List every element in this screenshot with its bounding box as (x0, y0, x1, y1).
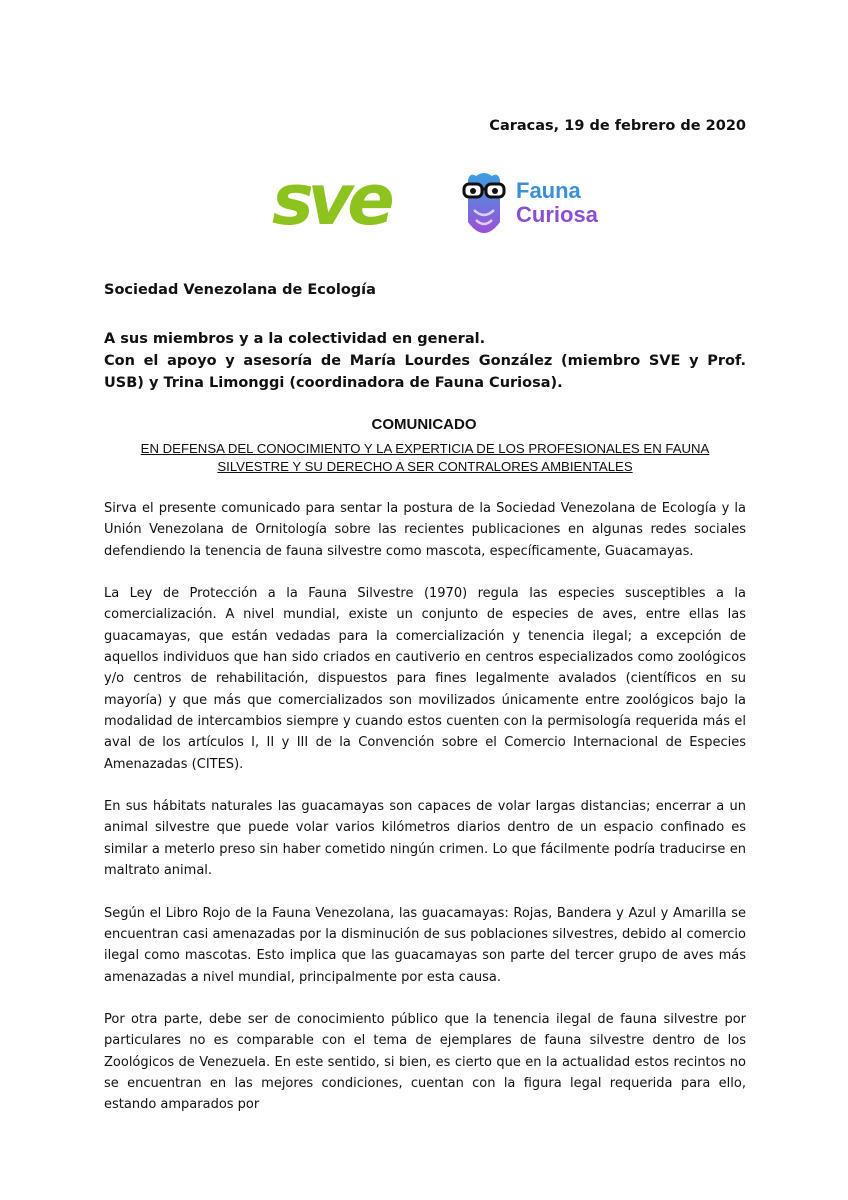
body-paragraph: Sirva el presente comunicado para sentar la postura de la Sociedad Venezolana de Ecología y la Unión Venezolana de Ornitología sobre las recientes publicaciones en algunas redes sociales defendiendo la tenencia de fauna silvestre como mascota, específicamente, Guacamayas. (104, 501, 746, 559)
svg-text:Curiosa: Curiosa (516, 202, 598, 227)
addressee-block (104, 328, 746, 394)
body-paragraph: Según el Libro Rojo de la Fauna Venezolana, las guacamayas: Rojas, Bandera y Azul y Amarilla se encuentran casi amenazadas por la disminución de sus poblaciones silvestres, debido al comercio ilegal como mascotas. Esto implica que las guacamayas son parte del tercer grupo de aves más amenazadas a nivel mundial, principalmente por esta causa. (104, 905, 746, 985)
support-line: Con el apoyo y asesoría de María Lourdes González (miembro SVE y Prof. USB) y Trina Limonggi (coordinadora de Fauna Curiosa). (104, 353, 746, 391)
body-paragraph: La Ley de Protección a la Fauna Silvestre (1970) regula las especies susceptibles a la comercialización. A nivel mundial, existe un conjunto de especies de aves, entre ellas las guacamayas, que están vedadas para la comercialización y tenencia ilegal; a excepción de aquellos individuos que han sido criados en cautiverio en centros especializados como zoológicos y/o centros de rehabilitación, dispuestos para fines legalmente avalados (científicos en su mayoría) y que más que comercializados son movilizados únicamente entre zoológicos bajo la modalidad de intercambios siempre y cuando estos cuenten con la permisología requerida más el aval de los artículos I, II y III de la Convención sobre el Comercio Internacional de Especies Amenazadas (CITES). (104, 586, 746, 772)
body-text (104, 498, 746, 1137)
addressee-line: A sus miembros y a la colectividad en general. (104, 331, 486, 347)
body-paragraph: Por otra parte, debe ser de conocimiento público que la tenencia ilegal de fauna silvestre por particulares no es comparable con el tema de ejemplares de fauna silvestre dentro de los Zoológicos de Venezuela. En este sentido, si bien, es cierto que en la actualidad estos recintos no se encuentran en las mejores condiciones, cuentan con la figura legal requerida para ello, estando amparados por (104, 1012, 746, 1113)
fauna-curiosa-logo (462, 164, 602, 248)
svg-text:Fauna: Fauna (516, 178, 581, 203)
communique-subtitle: EN DEFENSA DEL CONOCIMIENTO Y LA EXPERTICIA DE LOS PROFESIONALES EN FAUNA SILVESTRE Y SU DERECHO A SER CONTRALORES AMBIENTALES (140, 441, 710, 474)
svg-text:sve: sve (272, 168, 389, 234)
sve-logo (272, 168, 412, 234)
body-paragraph: En sus hábitats naturales las guacamayas son capaces de volar largas distancias; encerrar a un animal silvestre que puede volar varios kilómetros diarios dentro de un espacio confinado es similar a meterlo preso sin haber cometido ningún crimen. Lo que fácilmente podría traducirse en maltrato animal. (104, 799, 746, 879)
document-date: Caracas, 19 de febrero de 2020 (489, 118, 746, 134)
communique-title: COMUNICADO (371, 416, 477, 433)
sender-organization: Sociedad Venezolana de Ecología (104, 282, 376, 298)
logo-row (0, 160, 848, 250)
